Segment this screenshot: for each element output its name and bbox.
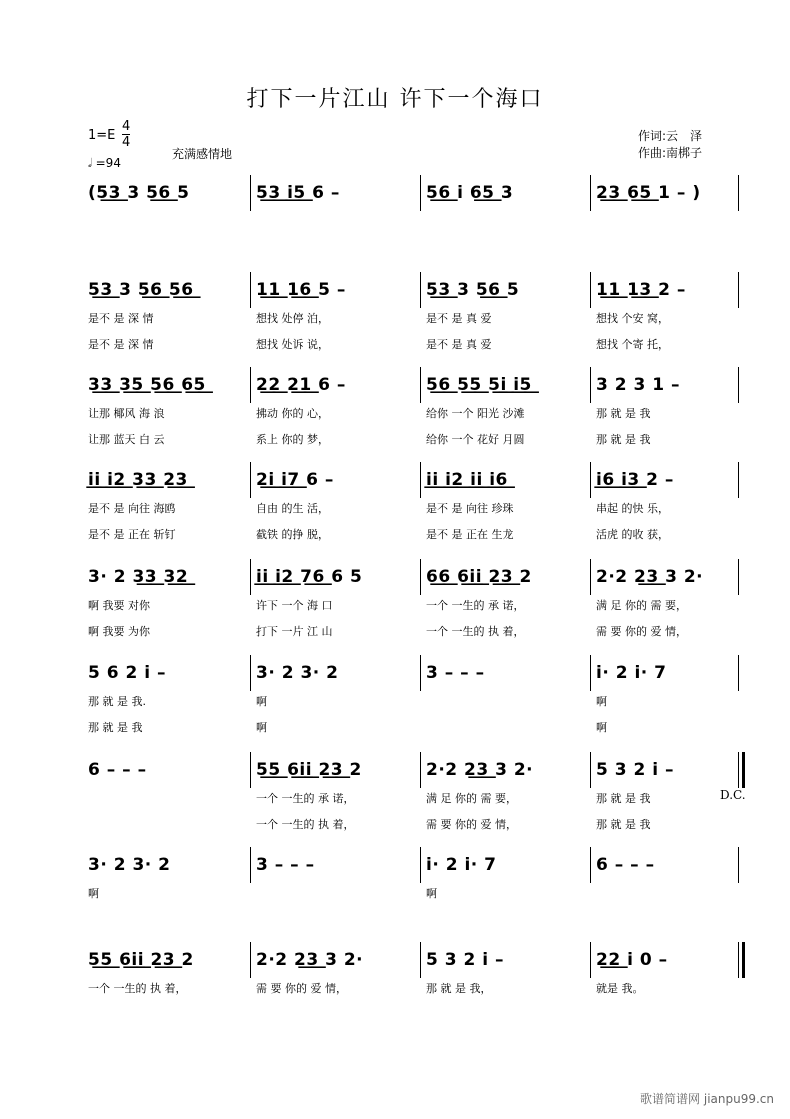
measure: 5͟5͟ 6͟i͟i͟ 2͟3͟ 2 bbox=[256, 760, 362, 780]
barline bbox=[590, 752, 591, 788]
lyric-segment: 给你 一个 阳光 沙滩 bbox=[426, 407, 525, 420]
lyric-segment: 需 要 你的 爱 情， bbox=[596, 625, 687, 638]
song-title: 打下一片江山 许下一个海口 bbox=[246, 87, 544, 112]
barline bbox=[420, 655, 421, 691]
barline bbox=[738, 559, 739, 595]
barline bbox=[420, 847, 421, 883]
barline bbox=[420, 175, 421, 211]
time-signature bbox=[122, 119, 130, 150]
measure: 2·2 2͟3͟ 3 2· bbox=[596, 567, 704, 587]
lyric-segment: 那 就 是 我 bbox=[596, 792, 651, 805]
measure: 3 2 3 1 – bbox=[596, 375, 680, 395]
measure: 5͟6͟ 5͟5͟ 5͟i͟ i͟5͟ bbox=[426, 375, 532, 395]
lyric-segment: 那 就 是 我. bbox=[88, 695, 146, 708]
barline bbox=[590, 175, 591, 211]
measure: 6͟6͟ 6͟i͟i͟ 2͟3͟ 2 bbox=[426, 567, 532, 587]
barline bbox=[738, 367, 739, 403]
measure: 1͟1͟ 1͟6͟ 5 – bbox=[256, 280, 346, 300]
composer-credit: 作曲:南梆子 bbox=[638, 146, 703, 160]
barline bbox=[590, 272, 591, 308]
measure: 3· 2 3· 2 bbox=[88, 855, 171, 875]
measure: 5͟5͟ 6͟i͟i͟ 2͟3͟ 2 bbox=[88, 950, 194, 970]
lyric-segment: 啊 bbox=[596, 695, 607, 708]
measure: (5͟3͟ 3 5͟6͟ 5 bbox=[88, 183, 190, 203]
measure: 5͟3͟ 3 5͟6͟ 5 bbox=[426, 280, 520, 300]
measure: i· 2 i· 7 bbox=[426, 855, 497, 875]
barline bbox=[590, 462, 591, 498]
final-barline bbox=[738, 942, 745, 978]
measure: 5 3 2 i – bbox=[426, 950, 504, 970]
measure: 5 6 2 i – bbox=[88, 663, 166, 683]
barline bbox=[590, 559, 591, 595]
measure: 3 – – – bbox=[426, 663, 485, 683]
lyric-segment: 一个 一生的 承 诺， bbox=[426, 599, 525, 612]
lyric-segment: 那 就 是 我 bbox=[596, 818, 651, 831]
measure: 2·2 2͟3͟ 3 2· bbox=[426, 760, 534, 780]
notes-line bbox=[78, 855, 743, 881]
barline bbox=[250, 847, 251, 883]
barline bbox=[250, 367, 251, 403]
da-capo-mark: D.C. bbox=[720, 788, 746, 802]
lyric-segment: 系上 你的 梦， bbox=[256, 433, 329, 446]
barline bbox=[738, 462, 739, 498]
measure: 3· 2 3͟3͟ 3͟2͟ bbox=[88, 567, 189, 587]
measure: i· 2 i· 7 bbox=[596, 663, 667, 683]
measure: 2͟2͟ i 0 – bbox=[596, 950, 668, 970]
measure: 3͟3͟ 3͟5͟ 5͟6͟ 6͟5͟ bbox=[88, 375, 206, 395]
lyric-segment: 是不 是 真 爱 bbox=[426, 312, 492, 325]
measure: 5 3 2 i – bbox=[596, 760, 674, 780]
barline bbox=[250, 752, 251, 788]
lyric-segment: 让那 椰风 海 浪 bbox=[88, 407, 165, 420]
lyric-segment: 截铁 的挣 脱， bbox=[256, 528, 329, 541]
lyric-segment: 是不 是 真 爱 bbox=[426, 338, 492, 351]
lyric-segment: 许下 一个 海 口 bbox=[256, 599, 333, 612]
barline bbox=[738, 272, 739, 308]
measure: 3· 2 3· 2 bbox=[256, 663, 339, 683]
barline bbox=[250, 175, 251, 211]
lyric-segment: 是不 是 向往 珍珠 bbox=[426, 502, 514, 515]
measure: i͟i͟ i͟2͟ 7͟6͟ 6 5 bbox=[256, 567, 363, 587]
barline bbox=[738, 655, 739, 691]
barline bbox=[738, 175, 739, 211]
lyric-segment: 就是 我。 bbox=[596, 982, 644, 995]
lyric-segment: 那 就 是 我， bbox=[426, 982, 492, 995]
measure: 5͟3͟ i͟5͟ 6 – bbox=[256, 183, 340, 203]
barline bbox=[420, 942, 421, 978]
lyric-segment: 是不 是 深 情 bbox=[88, 338, 154, 351]
barline bbox=[590, 847, 591, 883]
lyric-segment: 啊 我要 为你 bbox=[88, 625, 150, 638]
lyric-segment: 一个 一生的 执 着， bbox=[426, 625, 525, 638]
measure: 1͟1͟ 1͟3͟ 2 – bbox=[596, 280, 686, 300]
barline bbox=[420, 752, 421, 788]
measure: i͟i͟ i͟2͟ i͟i͟ i͟6͟ bbox=[426, 470, 508, 490]
barline bbox=[250, 272, 251, 308]
notes-line bbox=[78, 663, 743, 689]
lyricist-credit: 作词:云 泽 bbox=[638, 129, 703, 143]
barline bbox=[250, 462, 251, 498]
lyric-segment: 一个 一生的 执 着， bbox=[88, 982, 187, 995]
measure: 2͟2͟ 2͟1͟ 6 – bbox=[256, 375, 346, 395]
lyric-segment: 串起 的快 乐， bbox=[596, 502, 669, 515]
watermark: 歌谱简谱网 jianpu99.cn bbox=[640, 1092, 774, 1106]
lyric-segment: 让那 蓝天 白 云 bbox=[88, 433, 165, 446]
notes-line bbox=[78, 760, 743, 786]
lyric-segment: 活虎 的收 获， bbox=[596, 528, 669, 541]
notes-line bbox=[78, 280, 743, 306]
barline bbox=[420, 559, 421, 595]
lyric-segment: 那 就 是 我 bbox=[88, 721, 143, 734]
barline bbox=[420, 272, 421, 308]
measure: 5͟6͟ i 6͟5͟ 3 bbox=[426, 183, 514, 203]
barline bbox=[250, 655, 251, 691]
notes-line bbox=[78, 183, 743, 209]
lyric-segment: 需 要 你的 爱 情， bbox=[426, 818, 517, 831]
lyric-segment: 打下 一片 江 山 bbox=[256, 625, 333, 638]
lyric-segment: 是不 是 正在 斩钉 bbox=[88, 528, 176, 541]
measure: 2·2 2͟3͟ 3 2· bbox=[256, 950, 364, 970]
key-signature: 1=E bbox=[88, 128, 116, 143]
measure: 5͟3͟ 3 5͟6͟ 5͟6͟ bbox=[88, 280, 194, 300]
tempo-marking: 𝅗𝅥 =94 bbox=[88, 156, 121, 170]
lyric-segment: 啊 bbox=[596, 721, 607, 734]
lyric-segment: 啊 我要 对你 bbox=[88, 599, 150, 612]
lyric-segment: 啊 bbox=[256, 695, 267, 708]
meter-top: 4 bbox=[122, 119, 131, 134]
barline bbox=[420, 462, 421, 498]
measure: 3 – – – bbox=[256, 855, 315, 875]
measure: 2͟i͟ i͟7͟ 6 – bbox=[256, 470, 334, 490]
measure: 6 – – – bbox=[596, 855, 655, 875]
lyric-segment: 拂动 你的 心， bbox=[256, 407, 329, 420]
barline bbox=[420, 367, 421, 403]
meter-bottom: 4 bbox=[122, 135, 131, 150]
notes-line bbox=[78, 470, 743, 496]
lyric-segment: 想找 处停 泊， bbox=[256, 312, 329, 325]
lyric-segment: 想找 个安 窝， bbox=[596, 312, 669, 325]
lyric-segment: 那 就 是 我 bbox=[596, 433, 651, 446]
lyric-segment: 想找 个寄 托， bbox=[596, 338, 669, 351]
barline bbox=[590, 942, 591, 978]
lyric-segment: 满 足 你的 需 要， bbox=[596, 599, 687, 612]
expression-marking: 充满感情地 bbox=[172, 147, 233, 161]
notes-line bbox=[78, 567, 743, 593]
lyric-segment: 一个 一生的 执 着， bbox=[256, 818, 355, 831]
measure: 2͟3͟ 6͟5͟ 1 – ) bbox=[596, 183, 701, 203]
lyric-segment: 啊 bbox=[426, 887, 437, 900]
measure: 6 – – – bbox=[88, 760, 147, 780]
lyric-segment: 需 要 你的 爱 情， bbox=[256, 982, 347, 995]
lyric-segment: 是不 是 深 情 bbox=[88, 312, 154, 325]
lyric-segment: 想找 处诉 说， bbox=[256, 338, 329, 351]
lyric-segment: 自由 的生 活， bbox=[256, 502, 329, 515]
notes-line bbox=[78, 375, 743, 401]
barline bbox=[738, 847, 739, 883]
barline bbox=[250, 942, 251, 978]
lyric-segment: 一个 一生的 承 诺， bbox=[256, 792, 355, 805]
final-barline bbox=[738, 752, 745, 788]
lyric-segment: 啊 bbox=[88, 887, 99, 900]
measure: i͟i͟ i͟2͟ 3͟3͟ 2͟3͟ bbox=[88, 470, 188, 490]
barline bbox=[250, 559, 251, 595]
lyric-segment: 给你 一个 花好 月圆 bbox=[426, 433, 525, 446]
lyric-segment: 满 足 你的 需 要， bbox=[426, 792, 517, 805]
notes-line bbox=[78, 950, 743, 976]
lyric-segment: 是不 是 向往 海鸥 bbox=[88, 502, 176, 515]
barline bbox=[590, 655, 591, 691]
lyric-segment: 啊 bbox=[256, 721, 267, 734]
barline bbox=[590, 367, 591, 403]
lyric-segment: 那 就 是 我 bbox=[596, 407, 651, 420]
lyric-segment: 是不 是 正在 生龙 bbox=[426, 528, 514, 541]
measure: i͟6͟ i͟3͟ 2 – bbox=[596, 470, 674, 490]
